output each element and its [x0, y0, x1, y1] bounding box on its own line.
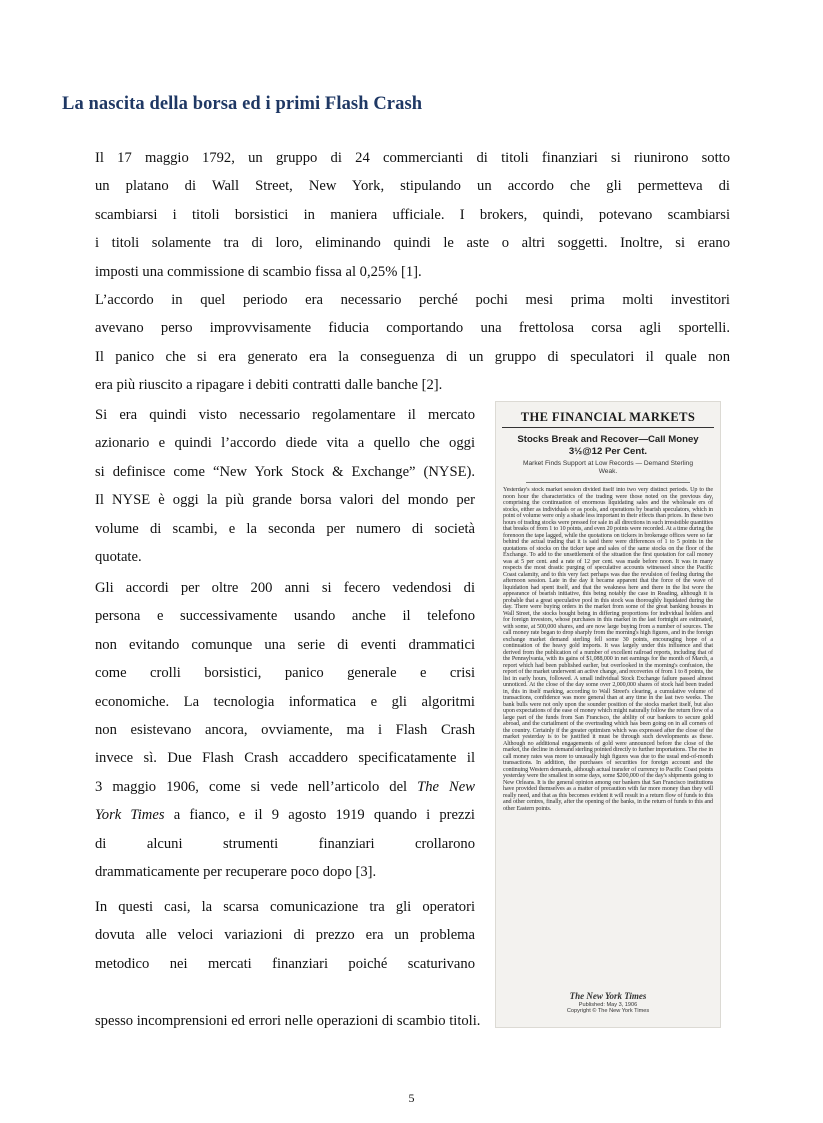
clipping-copyright: Copyright © The New York Times: [566, 1008, 650, 1015]
text-line: i titoli solamente tra di loro, eliminando quindi le aste o altri soggetti. Inoltre, si erano: [95, 235, 730, 252]
text-line: Il panico che si era generato era la conseguenza di un gruppo di speculatori il quale non: [95, 348, 730, 365]
paragraph-flash-crash: [95, 574, 475, 886]
page-number: 5: [408, 1091, 415, 1105]
clipping-subhead: Stocks Break and Recover—Call Money 3½@12 Per Cent.: [517, 434, 699, 457]
text-line: azionario e quindi l’accordo diede vita a quello che oggi: [95, 435, 475, 452]
text-line: come crolli borsistici, panico generale e crisi: [95, 665, 475, 682]
text-line: avevano perso improvvisamente fiducia comportando una frettolosa corsa agli sportelli.: [95, 320, 730, 337]
text-line: invece sì. Due Flash Crash accaddero specificatamente il: [95, 750, 475, 767]
text-line: Il NYSE è oggi la più grande borsa valori del mondo per: [95, 492, 475, 509]
text-line: non esistevano ancora, ovviamente, ma i Flash Crash: [95, 722, 475, 739]
text-line: Il 17 maggio 1792, un gruppo di 24 commercianti di titoli finanziari si riunirono sotto: [95, 150, 730, 166]
paragraph-communication-end: [95, 1007, 535, 1035]
text-line: imposti una commissione di scambio fissa al 0,25% [1].: [95, 263, 422, 280]
text-line: si definisce come “New York Stock & Exchange” (NYSE).: [95, 463, 475, 480]
text-line: Si era quindi visto necessario regolamentare il mercato: [95, 407, 475, 423]
newspaper-clipping-image: [495, 401, 721, 1028]
section-title: La nascita della borsa ed i primi Flash Crash: [62, 94, 423, 114]
paragraph-panic: [95, 286, 730, 400]
clipping-masthead: The New York Times: [569, 990, 647, 1001]
clipping-divider: [526, 482, 690, 483]
text-line: [95, 801, 475, 829]
text-line: Gli accordi per oltre 200 anni si fecero vedendosi di: [95, 580, 475, 596]
text-line: spesso incomprensioni ed errori nelle operazioni di scambio titoli.: [95, 1013, 481, 1029]
text-line: L’accordo in quel periodo era necessario perché pochi mesi prima molti investitori: [95, 292, 730, 308]
text-line: di alcuni strumenti finanziari crollarono: [95, 835, 475, 852]
text-line: un platano di Wall Street, New York, stipulando un accordo che gli permetteva di: [95, 178, 730, 195]
text-line: scambiarsi i titoli borsistici in maniera ufficiale. I brokers, quindi, potevano scambiarsi: [95, 206, 730, 223]
paragraph-origins: [95, 144, 730, 286]
text-line: In questi casi, la scarsa comunicazione tra gli operatori: [95, 899, 475, 915]
paragraph-nyse: [95, 401, 475, 571]
text-line: non evitando comunque una serie di eventi drammatici: [95, 636, 475, 653]
newspaper-title-italic: The New: [417, 778, 475, 795]
clipping-headline: THE FINANCIAL MARKETS: [502, 402, 714, 428]
clipping-deck: Market Finds Support at Low Records — Demand Sterling Weak.: [522, 460, 694, 475]
text-segment: a fianco, e il 9 agosto 1919 quando i prezzi: [164, 807, 475, 824]
text-line: metodico nei mercati finanziari poiché scaturivano: [95, 955, 475, 972]
text-line: drammaticamente per recuperare poco dopo [3].: [95, 864, 377, 881]
text-line: volume di scambi, e la seconda per numero di società: [95, 520, 475, 537]
newspaper-title-italic: York Times: [95, 807, 165, 824]
paragraph-communication: [95, 893, 475, 978]
text-line: era più riuscito a ripagare i debiti contratti dalle banche [2].: [95, 377, 443, 394]
clipping-footer: [496, 991, 720, 1015]
text-line: quotate.: [95, 549, 142, 566]
text-line: dovuta alle veloci variazioni di prezzo era un problema: [95, 927, 475, 944]
clipping-published: Published: May 3, 1906: [578, 1001, 638, 1008]
text-line: persona e successivamente usando anche il telefono: [95, 608, 475, 625]
text-segment: 3 maggio 1906, come si vede nell’articolo del: [95, 778, 408, 795]
text-line: economiche. La tecnologia informatica e gli algoritmi: [95, 693, 475, 710]
text-line: [95, 773, 475, 801]
clipping-body-text: Yesterday's stock market session divided itself into two very distinct periods. Up to the noon hour the characteristics of the trading were those noted on the previous day, comprising the continuation of enormous liquidating sales and the wholesale ers of stocks, either as individuals or as pools, and operations by bearish speculators, which in point of volume were only a shade less important in their effects than prices. In these two hours of trading stocks were pressed for sale in all directions in such irresistible quantities that breaks of from 1 to 10 points, and even 20 points were recorded. At a time during the forenoon the tape lagged, while the quotations on tickers in brokerage offices were so far behind the actual trading that it is said there were differences of 1 to 5 points in the quotations of stocks on the ticker tape and sales of the same stocks on the floor of the Exchange. To add to the unsettlement of the situation the first quotation for call money was at 5 per cent. and a rate of 12 per cent. was made before noon. It was in many respects the most drastic purging of speculative accounts witnessed since the Pacific Coast calamity, and to this very fact perhaps was due the revulsion of feeling during the afternoon session. Late in the day it became apparent that the force of the wave of liquidation had spent itself, and that the weakness here and there in the list wore the appearance of bearish initiative, this being notably the case in Reading, although it is probable that a great speculative pool in this stock was thoroughly liquidated during the day. There were buying orders in the market from some of the great banking houses in Wall Street, the stocks bought being in differing proportions for individual holders and for foreign investors, whose purchases in this market in the last fortnight are estimated, with some, at 500,000 shares, and are now large buying from a number of sources. The call money rate began to drop sharply from the morning's high figures, and in the foreign exchange market demand sterling fell some 30 points, encouraging hope of a continuation of the heavy gold imports. It was largely under this influence and that derived from the publication of a number of excellent railroad reports, including that of the Pennsylvania, with its gains of $1,088,000 in net earnings for the month of March, a report which had been published earlier, but overlooked in the morning's confusion, the report of the market underwent an active change, and recoveries of from 1 to 8 points, the list in early hours, followed. A small individual Stock Exchange failure passed almost unnoticed. At the close of the day some over 2,000,000 shares of stock had been traded in, this in itself marking, according to Wall Street's clearing, a cumulative volume of transactions, confidence was more general than at any time in the last two weeks. The bank bulls were not only upon the sounder position of the stocks market itself, but also upon expectations of the ease of money which might naturally follow the return flow of a large part of the funds from San Francisco, the ability of our bankers to secure gold abroad, and the curtailment of the overtrading which has been going on in all corners of the country. Certainly if the greater optimism which was expressed after the close of the market yesterday is to be justified it must be through such developments as these. Although no additional engagements of gold were announced before the close of the market, the decline in demand sterling pointed directly to further importations. The rise in call money rates was more to unusually high figures was due to the usual end-of-month transactions. In addition, the purchases of securities for foreign account and the continuing Western demands, although actual transfer of currency to Pacific Coast points yesterday were the smallest in some days, some $200,000 of the day's shipments going to New Orleans. It is the general opinion among our bankers that San Francisco institutions have provided themselves as a matter of precaution with far more money than they will really need, and that as this becomes evident it will result in a return flow of funds to this and other centres, finally, after the opening of the banks, in the return of funds to this and other Eastern points.: [503, 487, 713, 812]
